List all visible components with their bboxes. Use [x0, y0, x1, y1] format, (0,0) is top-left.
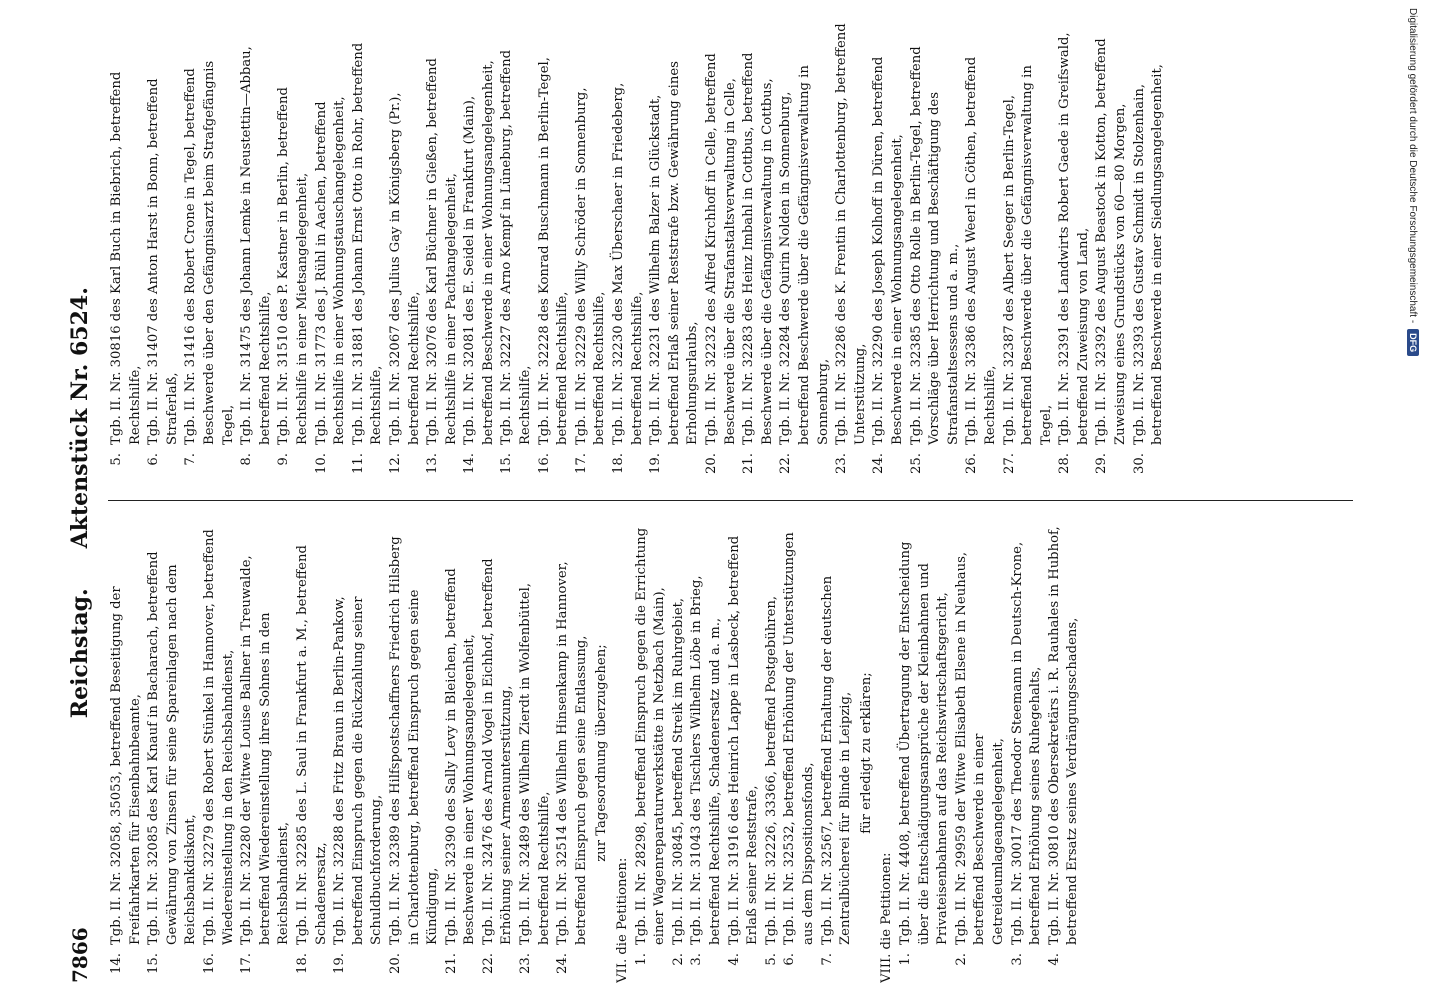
entry-text: Tgb. II. Nr. 32391 des Landwirts Robert Gaede in Greifswald, betreffend Zuweisung von Land,: [1057, 32, 1091, 445]
entry-number: 21.: [741, 453, 757, 474]
entry-text: Tgb. II. Nr. 32081 des E. Seidel in Frankfurt (Main), betreffend Beschwerde in einer Wohnungsangelegenheit,: [462, 60, 496, 445]
petition-list-c: [897, 523, 1083, 983]
petition-entry: [313, 23, 350, 483]
entry-text: Tgb. II. Nr. 32393 des Gustav Schmidt in Stolzenhain, betreffend Beschwerde in einer Siedlungsangelegenheit,: [1131, 64, 1166, 445]
entry-number: 21.: [443, 953, 459, 974]
entry-number: 8.: [239, 453, 255, 466]
entry-number: 6.: [782, 953, 798, 966]
digitization-credit: [1402, 8, 1424, 992]
entry-text: Tgb. II. Nr. 32386 des August Weerl in Cöthen, betreffend Rechtshilfe,: [964, 56, 998, 445]
rotated-page: [60, 18, 1360, 983]
entry-text: Tgb. II. Nr. 31475 des Johann Lemke in Neustettin—Abbau, betreffend Rechtshilfe,: [239, 46, 273, 445]
entry-number: 25.: [908, 453, 924, 474]
petition-entry: [726, 523, 763, 983]
petition-entry: [763, 523, 782, 983]
entry-text: Tgb. II. Nr. 32390 des Sally Levy in Bleichen, betreffend Beschwerde in einer Wohnungsangelegenheit,: [443, 568, 478, 945]
entry-text: Tgb. II. Nr. 32387 des Albert Seeger in Berlin-Tegel, betreffend Beschwerde über die Gefängnisverwaltung in Tegel,: [1001, 65, 1054, 445]
entry-number: 16.: [536, 453, 552, 474]
entry-number: 29.: [1094, 453, 1110, 474]
petition-entry: [610, 23, 647, 483]
entry-text: Tgb. II. Nr. 32514 des Wilhelm Hinsenkamp in Hannover, betreffend Einspruch gegen seine Entlassung,: [555, 561, 589, 945]
petition-list-b: [633, 523, 856, 983]
petition-entry: [201, 523, 238, 983]
running-title: [67, 287, 93, 718]
petition-entry: [963, 23, 1000, 483]
entry-text: Tgb. II. Nr. 32385 des Otto Rolle in Berlin-Tegel, betreffend Vorschläge über Herrichtung und Beschäftigung des Strafanstaltsessens und a. m.,: [908, 46, 961, 445]
entry-text: Tgb. II. Nr. 30816 des Karl Buch in Biebrich, betreffend Rechtshilfe,: [109, 71, 143, 445]
entry-text: Tgb. II. Nr. 31773 des J. Rühl in Aachen, betreffend Rechtshilfe in einer Wohnungstauschangelegenheit,: [313, 96, 348, 445]
entry-text: Tgb. II. Nr. 32290 des Joseph Kolhoff in Düren, betreffend Beschwerde in einer Wohnungsangelegenheit,: [871, 56, 905, 445]
entry-number: 27.: [1001, 453, 1017, 474]
entry-number: 12.: [387, 453, 403, 474]
entry-text: Tgb. II. Nr. 32389 des Hilfspostschaffners Friedrich Hilsberg in Charlottenburg, betreffend Einspruch gegen seine Kündigung,: [387, 536, 441, 945]
petition-entry: [387, 523, 443, 983]
entry-number: 1.: [633, 953, 649, 966]
petition-entry: [331, 523, 387, 983]
entry-text: Tgb. II. Nr. 32476 des Arnold Vogel in Eichhof, betreffend Erhöhung seiner Armenunterstützung,: [480, 558, 515, 945]
petition-entry: [819, 523, 856, 983]
credit-text: Digitalisierung gefördert durch die Deutsche Forschungsgemeinschaft -: [1407, 8, 1419, 324]
petition-entry: [461, 23, 498, 483]
petition-entry: [145, 23, 182, 483]
entry-number: 28.: [1057, 453, 1073, 474]
section-heading-vii: VII. die Petitionen:: [615, 857, 631, 983]
entry-text: Tgb. II. Nr. 32232 des Alfred Kirchhoff in Celle, betreffend Beschwerde über die Strafanstaltsverwaltung in Celle,: [704, 53, 738, 445]
petition-entry: [1131, 23, 1168, 483]
entry-text: Tgb. II. Nr. 32230 des Max Überschaer in Friedeberg, betreffend Rechtshilfe,: [611, 82, 645, 445]
entry-number: 2.: [953, 953, 969, 966]
entry-text: Tgb. II. Nr. 32283 des Heinz Imbahl in Cottbus, betreffend Beschwerde über die Gefängnisverwaltung in Cottbus,: [741, 52, 775, 445]
ruling-erledigt: für erledigt zu erklären;: [858, 672, 874, 834]
petition-entry: [1009, 523, 1046, 983]
document-page: [60, 18, 1360, 983]
petition-entry: [670, 523, 689, 983]
entry-number: 6.: [146, 453, 162, 466]
dfg-logo: DFG: [1407, 329, 1419, 356]
petition-entry: [897, 523, 953, 983]
page-number: 7866: [68, 927, 92, 983]
petition-entry: [424, 23, 461, 483]
petition-entry: [633, 523, 670, 983]
petition-entry: [145, 523, 201, 983]
petition-entry: [275, 23, 312, 483]
entry-text: Tgb. II. Nr. 32085 des Karl Knauf in Bacharach, betreffend Gewährung von Zinsen für seine Spareinlagen nach dem Reichsbankdiskont,: [146, 551, 199, 945]
entry-text: Tgb. II. Nr. 29959 der Witwe Elisabeth Elsene in Neuhaus, betreffend Beschwerde in einer Getreideumlageangelegenheit,: [953, 551, 1006, 945]
entry-number: 11.: [350, 453, 366, 474]
petition-entry: [953, 523, 1009, 983]
entry-number: 20.: [704, 453, 719, 474]
entry-number: 10.: [313, 453, 329, 474]
entry-text: Tgb. II. Nr. 32280 der Witwe Louise Ballner in Treuwalde, betreffend Wiedereinstellung ihres Sohnes in den Reichsbahndienst,: [239, 555, 292, 945]
entry-text: Tgb. II. Nr. 31510 des P. Kastner in Berlin, betreffend Rechtshilfe in einer Mietsangelegenheit,: [276, 87, 310, 445]
petition-entry: [480, 523, 517, 983]
entry-text: Tgb. II. Nr. 32567, betreffend Erhaltung der deutschen Zentralbücherei für Blinde in Leipzig,: [819, 575, 854, 945]
petition-entry: [350, 23, 387, 483]
entry-text: Tgb. II. Nr. 30810 des Obersekretärs i. R. Rauhales in Hubhof, betreffend Ersatz seines Verdrängungsschadens,: [1046, 526, 1081, 945]
entry-text: Tgb. II. Nr. 31416 des Robert Crone in Tegel, betreffend Beschwerde über den Gefängnisarzt beim Strafgefängnis Tegel,: [183, 60, 236, 445]
entry-number: 22.: [480, 953, 496, 974]
entry-number: 14.: [109, 953, 124, 974]
entry-text: Tgb. II. Nr. 31881 des Johann Ernst Otto in Rohr, betreffend Rechtshilfe,: [350, 42, 385, 445]
entry-text: Tgb. II. Nr. 4408, betreffend Übertragung der Entscheidung über die Entschädigungsansprüche der Kleinbahnen und Privateisenbahnen auf das Reichswirtschaftsgericht,: [897, 541, 951, 945]
entry-text: Tgb. II. Nr. 32288 des Fritz Braun in Berlin-Pankow, betreffend Einspruch gegen die Rückzahlung seiner Schuldbuchforderung,: [332, 596, 385, 945]
entry-text: Tgb. II. Nr. 32285 des L. Saul in Frankfurt a. M., betreffend Schadenersatz,: [294, 545, 329, 945]
petition-entry: [1093, 23, 1130, 483]
petition-entry: [740, 23, 777, 483]
entry-number: 14.: [462, 453, 478, 474]
entry-text: Tgb. II. Nr. 32279 des Robert Stünkel in Hannover, betreffend Wiedereinstellung in den Reichsbahndienst,: [201, 529, 236, 945]
entry-number: 19.: [648, 453, 664, 474]
entry-number: 4.: [1046, 953, 1062, 966]
entry-number: 22.: [778, 453, 794, 474]
entry-number: 5.: [109, 453, 124, 466]
entry-number: 15.: [146, 953, 162, 974]
petition-entry: [517, 523, 554, 983]
entry-text: Tgb. II. Nr. 32058, 35053, betreffend Beseitigung der Freifahrkarten für Eisenbahnbeamte,: [109, 586, 143, 945]
entry-number: 26.: [964, 453, 980, 474]
entry-number: 9.: [276, 453, 292, 466]
entry-number: 18.: [611, 453, 627, 474]
section-heading-viii: VIII. die Petitionen:: [879, 852, 895, 983]
petition-entry: [833, 23, 870, 483]
entry-text: Tgb. II. Nr. 32228 des Konrad Buschmann in Berlin-Tegel, betreffend Rechtshilfe,: [536, 57, 571, 445]
petition-entry: [1056, 23, 1093, 483]
entry-text: Tgb. II. Nr. 31043 des Tischlers Wilhelm Löbe in Brieg, betreffend Rechtshilfe, Schadenersatz und a. m.,: [689, 575, 723, 945]
entry-number: 20.: [387, 953, 403, 974]
petition-list-a: [108, 523, 591, 983]
petition-list-right: [108, 23, 1168, 483]
entry-number: 1.: [897, 953, 913, 966]
entry-number: 7.: [819, 953, 835, 966]
entry-number: 3.: [689, 953, 705, 966]
petition-entry: [536, 23, 573, 483]
entry-number: 15.: [499, 453, 515, 474]
entry-number: 2.: [670, 953, 686, 966]
page-header: [60, 18, 100, 983]
petition-entry: [554, 523, 591, 983]
entry-text: Tgb. II. Nr. 31407 des Anton Harst in Bonn, betreffend Straferlaß,: [146, 78, 180, 445]
entry-text: Tgb. II. Nr. 30017 des Theodor Steemann in Deutsch-Krone, betreffend Erhöhung seines Ruhegehalts,: [1009, 541, 1044, 945]
entry-text: Tgb. II. Nr. 31916 des Heinrich Lappe in Lasbeck, betreffend Erlaß seiner Reststrafe,: [726, 535, 761, 945]
entry-number: 23.: [834, 453, 850, 474]
entry-text: Tgb. II. Nr. 32284 des Quirin Nolden in Sonnenburg, betreffend Beschwerde über die Gefängnisverwaltung in Sonnenburg,: [778, 65, 831, 445]
petition-entry: [108, 523, 145, 983]
petition-entry: [1046, 523, 1083, 983]
entry-number: 4.: [726, 953, 742, 966]
entry-number: 24.: [555, 953, 571, 974]
petition-entry: [498, 23, 535, 483]
entry-number: 13.: [425, 453, 441, 474]
entry-text: Tgb. II. Nr. 32076 des Karl Büchner in Gießen, betreffend Rechtshilfe in einer Pachtangelegenheit,: [425, 58, 459, 445]
entry-number: 16.: [201, 953, 217, 974]
entry-text: Tgb. II. Nr. 30845, betreffend Streik im Ruhrgebiet,: [670, 597, 686, 945]
entry-text: Tgb. II. Nr. 32229 des Willy Schröder in Sonnenburg, betreffend Rechtshilfe,: [573, 87, 608, 445]
entry-text: Tgb. II. Nr. 32532, betreffend Erhöhung der Unterstützungen aus dem Dispositionsfonds,: [782, 532, 816, 945]
entry-number: 30.: [1131, 453, 1147, 474]
entry-number: 5.: [763, 953, 779, 966]
petition-entry: [688, 523, 725, 983]
ruling-tagesordnung: zur Tagesordnung überzugehen;: [594, 644, 610, 862]
entry-number: 19.: [332, 953, 348, 974]
entry-text: Tgb. II. Nr. 32392 des August Beastock in Kotton, betreffend Zuweisung eines Grundstücks von 60—80 Morgen,: [1094, 38, 1129, 445]
entry-number: 17.: [573, 453, 589, 474]
petition-entry: [238, 23, 275, 483]
petition-entry: [238, 523, 294, 983]
entry-text: Tgb. II. Nr. 32226, 33366, betreffend Postgebühren,: [763, 595, 779, 945]
left-column: [108, 523, 1353, 983]
entry-text: Tgb. II. Nr. 32489 des Wilhelm Zierdt in Wolfenbüttel, betreffend Rechtshilfe,: [518, 582, 552, 945]
entry-number: 23.: [518, 953, 534, 974]
entry-number: 7.: [183, 453, 199, 466]
petition-entry: [781, 523, 818, 983]
petition-entry: [387, 23, 424, 483]
entry-number: 18.: [294, 953, 310, 974]
column-divider: [108, 500, 1353, 501]
entry-number: 24.: [871, 453, 887, 474]
petition-entry: [573, 23, 610, 483]
petition-entry: [294, 523, 331, 983]
petition-entry: [108, 23, 145, 483]
petition-entry: [1001, 23, 1057, 483]
petition-entry: [777, 23, 833, 483]
entry-text: Tgb. II. Nr. 32231 des Wilhelm Balzer in Glückstadt, betreffend Erlaß seiner Reststrafe bzw. Gewährung eines Erholungsurlaubs,: [648, 61, 701, 445]
petition-entry: [443, 523, 480, 983]
running-title-left: Reichstag.: [67, 588, 93, 719]
right-column: [108, 23, 1353, 483]
running-title-right: Aktenstück Nr. 6524.: [67, 287, 93, 549]
petition-entry: [703, 23, 740, 483]
entry-text: Tgb. II. Nr. 32286 des K. Frentin in Charlottenburg, betreffend Unterstützung,: [834, 23, 868, 445]
entry-text: Tgb. II. Nr. 32067 des Julius Gay in Königsberg (Pr.), betreffend Rechtshilfe,: [387, 92, 422, 445]
entry-text: Tgb. II. Nr. 32227 des Arno Kempf in Lüneburg, betreffend Rechtshilfe,: [499, 49, 534, 445]
petition-entry: [870, 23, 907, 483]
petition-entry: [908, 23, 964, 483]
petition-entry: [182, 23, 238, 483]
entry-number: 17.: [239, 953, 255, 974]
petition-entry: [647, 23, 703, 483]
entry-text: Tgb. II. Nr. 28298, betreffend Einspruch gegen die Errichtung einer Wagenreparaturwerkstätte in Netzbach (Main),: [633, 527, 668, 945]
entry-number: 3.: [1009, 953, 1025, 966]
